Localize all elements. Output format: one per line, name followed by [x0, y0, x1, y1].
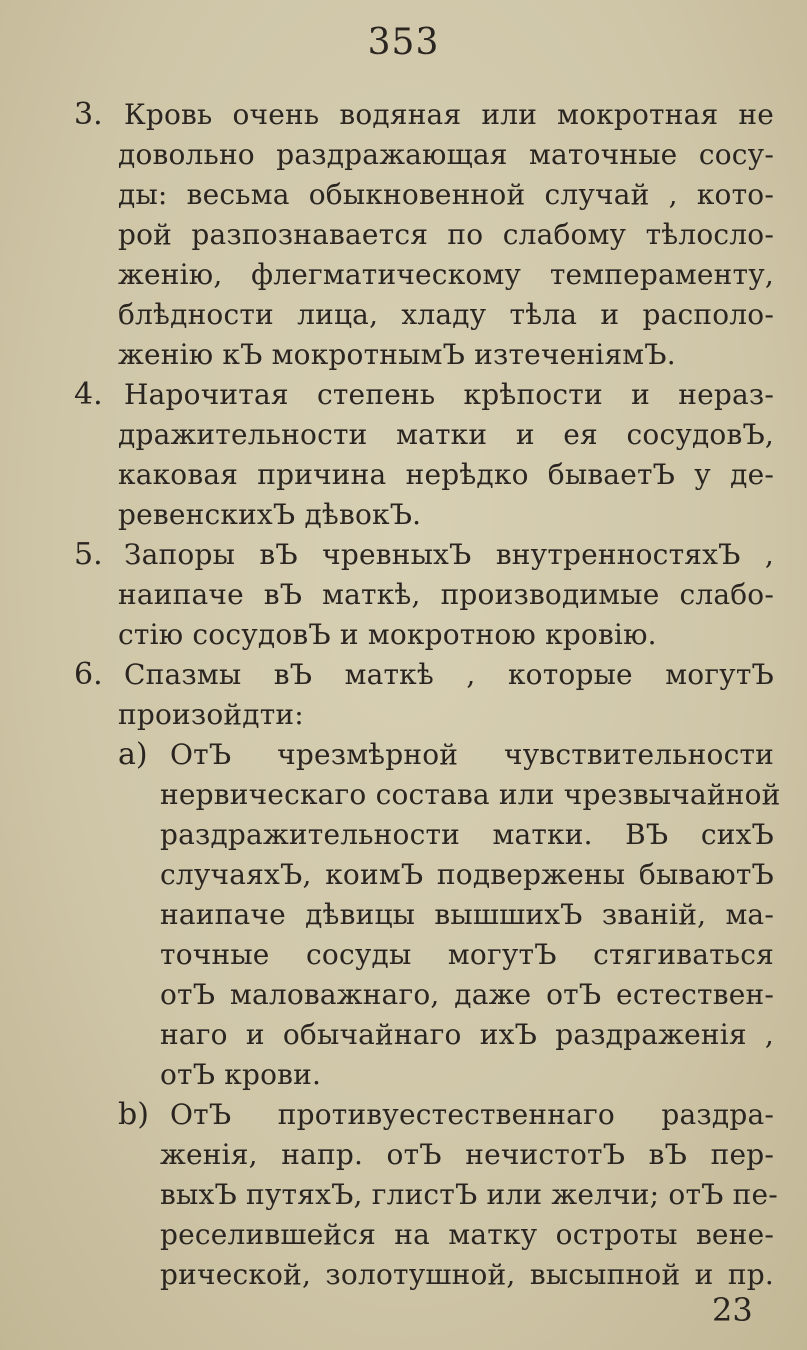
text-line: блѣдности лица, хладу тѣла и располо- [118, 298, 774, 331]
text-line: отЪ маловажнаго, даже отЪ естествен- [160, 978, 774, 1011]
text-line: женія, напр. отЪ нечистотЪ вЪ пер- [160, 1138, 774, 1171]
item-number: 5. [74, 537, 103, 572]
text-line: наипаче дѣвицы вышшихЪ званій, ма- [160, 898, 774, 931]
text-line: наго и обычайнаго ихЪ раздраженія , [160, 1018, 774, 1051]
text-line: рической, золотушной, высыпной и пр. [160, 1258, 774, 1291]
text-line: выхЪ путяхЪ, глистЪ или желчи; отЪ пе- [160, 1178, 778, 1211]
page-number: 353 [367, 22, 440, 63]
text-line: стію сосудовЪ и мокротною кровію. [118, 618, 657, 651]
text-line: случаяхЪ, коимЪ подвержены бываютЪ [160, 858, 774, 891]
subitem-letter: b) [118, 1097, 149, 1132]
text-line: раздражительности матки. ВЪ сихЪ [160, 818, 774, 851]
text-line: довольно раздражающая маточные сосу- [118, 138, 774, 171]
text-line: женію, флегматическому темпераменту, [118, 258, 774, 291]
text-line: ОтЪ чрезмѣрной чувствительности [170, 738, 774, 771]
text-line: Нарочитая степень крѣпости и нераз- [124, 378, 774, 411]
text-line: произойдти: [118, 698, 304, 731]
text-line: нервическаго состава или чрезвычайной [160, 778, 781, 811]
text-line: реселившейся на матку остроты вене- [160, 1218, 774, 1251]
signature-mark: 23 [712, 1291, 753, 1329]
text-line: рой разпознавается по слабому тѣлосло- [118, 218, 774, 251]
text-line: наипаче вЪ маткѣ, производимые слабо- [118, 578, 774, 611]
text-line: Спазмы вЪ маткѣ , которые могутЪ [124, 658, 774, 691]
text-line: ОтЪ противуестественнаго раздра- [170, 1098, 774, 1131]
text-line: Кровь очень водяная или мокротная не [124, 98, 774, 131]
text-line: женію кЪ мокротнымЪ изтеченіямЪ. [118, 338, 676, 371]
text-line: Запоры вЪ чревныхЪ внутренностяхЪ , [124, 538, 774, 571]
text-line: отЪ крови. [160, 1058, 322, 1091]
text-line: ревенскихЪ дѣвокЪ. [118, 498, 422, 531]
item-number: 3. [74, 97, 103, 132]
item-number: 6. [74, 657, 103, 692]
text-line: каковая причина нерѣдко бываетЪ у де- [118, 458, 774, 491]
subitem-letter: а) [118, 737, 148, 772]
item-number: 4. [74, 377, 103, 412]
text-line: точные сосуды могутЪ стягиваться [160, 938, 774, 971]
text-line: ды: весьма обыкновенной случай , кото- [118, 178, 774, 211]
text-line: дражительности матки и ея сосудовЪ, [118, 418, 774, 451]
